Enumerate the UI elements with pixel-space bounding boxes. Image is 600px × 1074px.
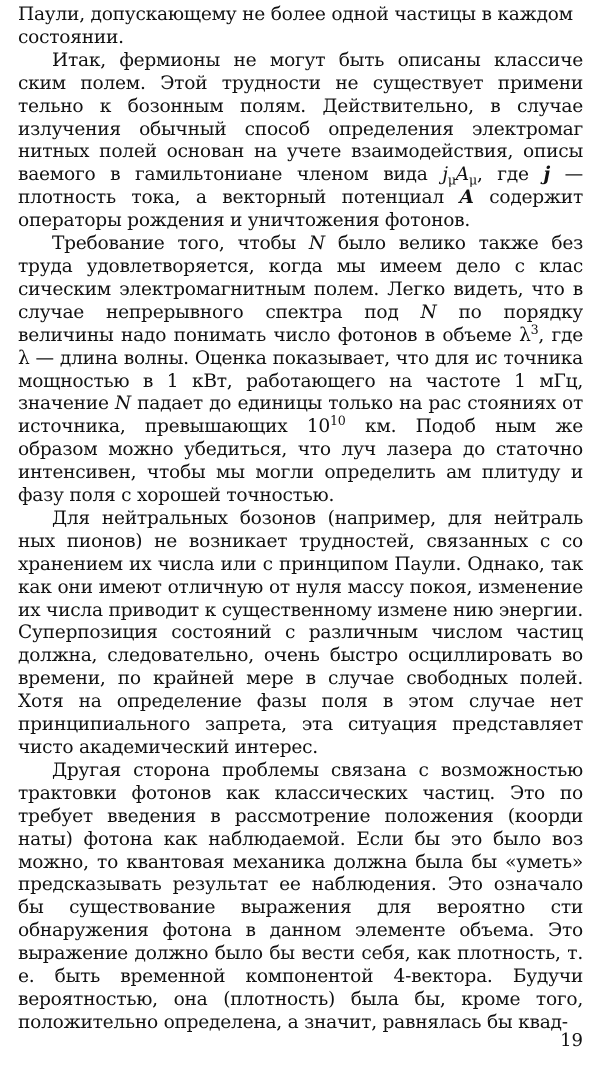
text-line: 1 мГц, значение N падает до единицы только на рас (18, 370, 583, 415)
text-line: ных пионов) не возникает трудностей, связанных с со (18, 530, 583, 552)
text-line: величины надо понимать число фотонов в объеме $\lambda^3$, (18, 321, 552, 346)
text-line: Для нейтральных бозонов (например, для нейтраль (52, 507, 583, 529)
paragraph-4 (18, 508, 583, 760)
text-line: наты) фотона как наблюдаемой. Если бы это было воз (18, 828, 583, 850)
text-line: Другая сторона проблемы связана с возможностью (52, 759, 583, 781)
text-line: ваемого в гамильтониане членом вида $j_\mu A_\mu$, где j — (18, 164, 583, 189)
text-line: тельно к бозонным полям. Действительно, в случае (18, 95, 583, 117)
text-line: так как они имеют отличную от нуля массу покоя, (18, 553, 583, 598)
text-line: ским полем. Этой трудности не существует примени (18, 72, 583, 94)
text-line: т. е. быть временной компонентой 4-вектора. Будучи (18, 943, 583, 988)
text-line: выражение должно было бы вести себя, как плотность, (18, 943, 568, 965)
paragraph-5 (18, 760, 583, 1035)
text-line: Требование того, чтобы N было велико также без (52, 233, 583, 255)
text-line: излучения обычный способ определения электромаг (18, 118, 583, 140)
text-line: свободных полей. Хотя на определение фазы поля в этом (18, 668, 583, 713)
text-line: стояниях от источника, превышающих $10^{10}$ км. Подоб (18, 393, 583, 438)
text-line: точника мощностью в 1 кВт, работающего на частоте (18, 347, 584, 392)
text-line: нитных полей основан на учете взаимодействия, описы (18, 141, 583, 163)
text-line: нию энергии. Суперпозиция состояний с различным (18, 599, 583, 644)
text-line: представляет чисто академический интерес. (18, 714, 583, 758)
text-line: осциллировать во времени, по крайней мере в случае (18, 645, 583, 690)
paragraph-3 (18, 233, 583, 508)
text-line: случае нет принципиального запрета, эта ситуация (18, 691, 583, 736)
text-line: требует введения в рассмотрение положения (коорди (18, 805, 583, 827)
text-line: можно, то квантовая механика должна была бы (18, 851, 506, 873)
text-line: изменение их числа приводит к существенному измене (18, 576, 583, 621)
text-line: ным же образом можно убедиться, что луч лазера до (18, 416, 583, 461)
text-line: в случае непрерывного спектра под N по порядку (18, 278, 584, 323)
text-line: числом частиц должна, следовательно, очень быстро (18, 622, 583, 667)
text-line: где λ — длина волны. Оценка показывает, что для ис (18, 324, 583, 369)
text-line: трактовки фотонов как классических частиц. Это по (18, 782, 583, 804)
page-number: 19 (560, 1030, 583, 1051)
text-line: вероятностью, она (плотность) была бы, кроме того, (18, 988, 583, 1010)
text-line: плотность тока, а векторный потенциал A содержит (18, 187, 583, 209)
text-line: сти обнаружения фотона в данном элементе объема. Это (18, 897, 583, 942)
text-line: означало бы существование выражения для вероятно (18, 874, 583, 919)
text-line: «уметь» предсказывать результат ее наблюдения. Это (18, 851, 583, 896)
page-body (18, 4, 583, 1035)
text-line: плитуду и фазу поля с хорошей точностью. (18, 462, 583, 507)
text-line: Итак, фермионы не могут быть описаны классиче (52, 49, 583, 71)
paragraph-1 (18, 4, 583, 50)
text-line: Паули, допускающему не более одной частицы в каждом (18, 4, 573, 25)
text-line: состоянии. (18, 26, 124, 48)
text-line: хранением их числа или с принципом Паули. Однако, (18, 553, 551, 575)
text-line: сическим электромагнитным полем. Легко видеть, что (18, 278, 573, 300)
text-line: положительно определена, а значит, равнялась бы квад- (18, 1011, 568, 1033)
text-line: статочно интенсивен, чтобы мы могли определить ам (18, 439, 584, 484)
text-line: операторы рождения и уничтожения фотонов. (18, 210, 471, 232)
text-line: труда удовлетворяется, когда мы имеем дело с клас (18, 255, 583, 277)
paragraph-2 (18, 50, 583, 233)
